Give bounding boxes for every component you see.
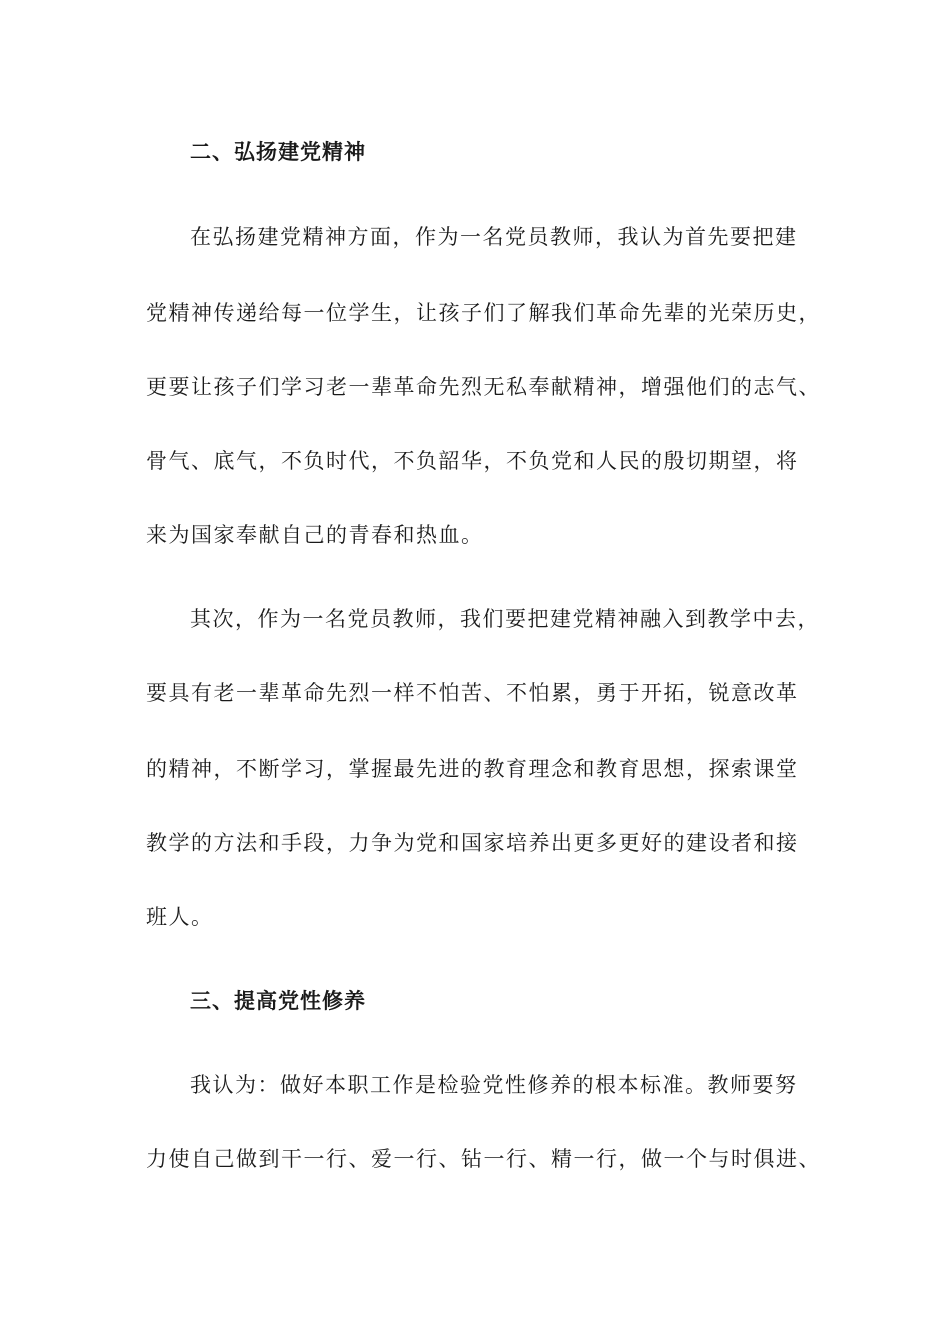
paragraph-line: 来为国家奉献自己的青春和热血。 — [146, 523, 484, 547]
paragraph-line: 更要让孩子们学习老一辈革命先烈无私奉献精神，增强他们的志气、 — [146, 375, 821, 399]
paragraph-line: 教学的方法和手段，力争为党和国家培养出更多更好的建设者和接 — [146, 831, 799, 855]
paragraph-line: 骨气、底气，不负时代，不负韶华，不负党和人民的殷切期望，将 — [146, 449, 799, 473]
paragraph-line: 的精神，不断学习，掌握最先进的教育理念和教育思想，探索课堂 — [146, 757, 799, 781]
paragraph-line: 要具有老一辈革命先烈一样不怕苦、不怕累，勇于开拓，锐意改革 — [146, 681, 799, 705]
section-heading: 二、弘扬建党精神 — [190, 140, 366, 164]
paragraph-line: 在弘扬建党精神方面，作为一名党员教师，我认为首先要把建 — [190, 225, 798, 249]
paragraph-line: 党精神传递给每一位学生，让孩子们了解我们革命先辈的光荣历史， — [146, 301, 821, 325]
paragraph-line: 我认为：做好本职工作是检验党性修养的根本标准。教师要努 — [190, 1073, 798, 1097]
section-heading: 三、提高党性修养 — [190, 989, 366, 1013]
paragraph-line: 力使自己做到干一行、爱一行、钻一行、精一行，做一个与时俱进、 — [146, 1147, 821, 1171]
paragraph-line: 班人。 — [146, 905, 214, 929]
paragraph-line: 其次，作为一名党员教师，我们要把建党精神融入到教学中去， — [190, 607, 820, 631]
